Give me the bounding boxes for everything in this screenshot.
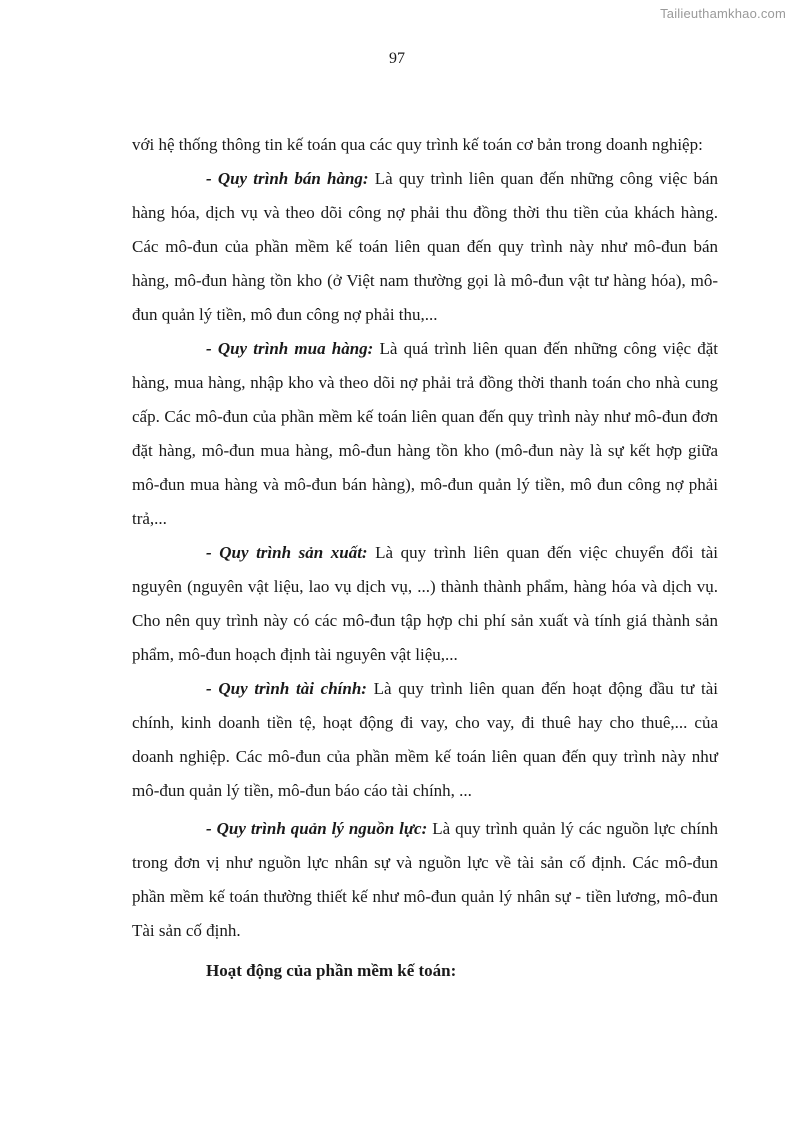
process-paragraph-finance xyxy=(132,672,718,808)
process-heading-production: - Quy trình sản xuất: xyxy=(206,543,368,562)
process-heading-resources: - Quy trình quản lý nguồn lực: xyxy=(206,819,428,838)
process-paragraph-purchasing xyxy=(132,332,718,536)
intro-paragraph: với hệ thống thông tin kế toán qua các quy trình kế toán cơ bản trong doanh nghiệp: xyxy=(132,135,703,154)
process-paragraph-sales xyxy=(132,162,718,332)
process-text-finance: Là quy trình liên quan đến hoạt động đầu tư tài chính, kinh doanh tiền tệ, hoạt động đi vay, cho vay, đi thuê hay cho thuê,... của doanh nghiệp. Các mô-đun của phần mềm kế toán liên quan đến quy trình này như mô-đun quản lý tiền, mô-đun báo cáo tài chính, ... xyxy=(132,679,718,800)
process-heading-purchasing: - Quy trình mua hàng: xyxy=(206,339,374,358)
process-paragraph-production xyxy=(132,536,718,672)
page-number: 97 xyxy=(389,50,405,67)
process-text-production: Là quy trình liên quan đến việc chuyển đổi tài nguyên (nguyên vật liệu, lao vụ dịch vụ, ...) thành thành phẩm, hàng hóa và dịch vụ. Cho nên quy trình này có các mô-đun tập hợp chi phí sản xuất và tính giá thành sản phẩm, mô-đun hoạch định tài nguyên vật liệu,... xyxy=(132,543,718,664)
process-paragraph-resources xyxy=(132,812,718,948)
section-heading: Hoạt động của phần mềm kế toán: xyxy=(206,961,457,980)
process-text-resources: Là quy trình quản lý các nguồn lực chính trong đơn vị như nguồn lực nhân sự và nguồn lực về tài sản cố định. Các mô-đun phần mềm kế toán thường thiết kế như mô-đun quản lý nhân sự - tiền lương, mô-đun Tài sản cố định. xyxy=(132,819,718,940)
document-body xyxy=(132,128,718,988)
process-heading-sales: - Quy trình bán hàng: xyxy=(206,169,369,188)
process-text-purchasing: Là quá trình liên quan đến những công việc đặt hàng, mua hàng, nhập kho và theo dõi nợ phải trả đồng thời thanh toán cho nhà cung cấp. Các mô-đun của phần mềm kế toán liên quan đến quy trình này như mô-đun đơn đặt hàng, mô-đun mua hàng, mô-đun hàng tồn kho (mô-đun này là sự kết hợp giữa mô-đun mua hàng và mô-đun bán hàng), mô-đun quản lý tiền, mô đun công nợ phải trả,... xyxy=(132,339,718,528)
process-text-sales: Là quy trình liên quan đến những công việc bán hàng hóa, dịch vụ và theo dõi công nợ phải thu đồng thời thu tiền của khách hàng. Các mô-đun của phần mềm kế toán liên quan đến quy trình này như mô-đun bán hàng, mô-đun hàng tồn kho (ở Việt nam thường gọi là mô-đun vật tư hàng hóa), mô-đun quản lý tiền, mô đun công nợ phải thu,... xyxy=(132,169,718,324)
watermark-text: Tailieuthamkhao.com xyxy=(660,6,786,21)
process-heading-finance: - Quy trình tài chính: xyxy=(206,679,367,698)
